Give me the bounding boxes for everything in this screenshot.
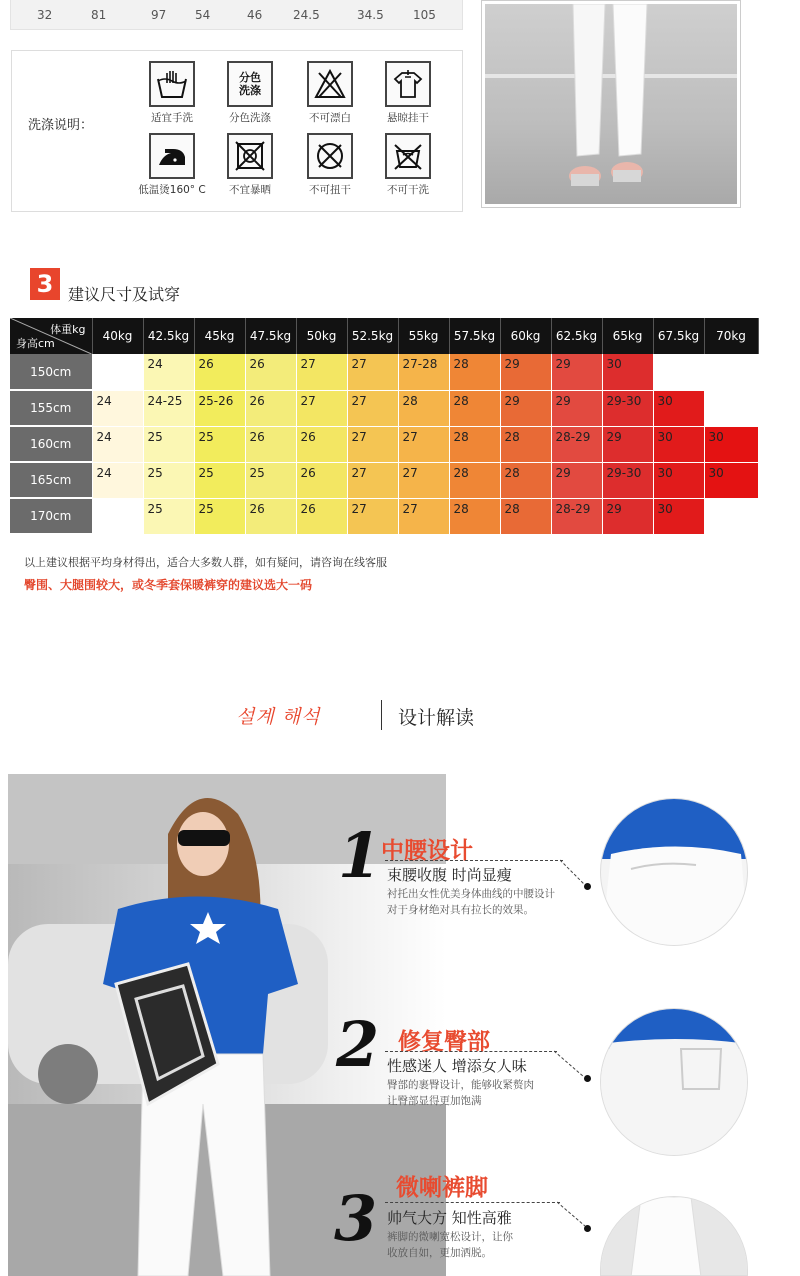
spec-value: 24.5 [293,8,320,22]
size-cell: 25 [143,462,194,498]
wash-item [290,133,370,197]
product-photo-legs [481,0,741,208]
size-cell: 26 [245,426,296,462]
detail-circle-waist [600,798,748,946]
size-cell: 30 [704,462,758,498]
wash-title: 洗涤说明： [28,118,94,133]
size-cell: 25 [194,462,245,498]
weight-header: 60kg [500,318,551,354]
feature-title: 微喇裤脚 [396,1175,488,1201]
size-cell: 28 [500,498,551,534]
height-label: 165cm [10,462,92,498]
weight-header: 62.5kg [551,318,602,354]
size-cell: 24 [92,462,143,498]
wash-instructions [11,50,463,212]
wash-label: 不可干洗 [387,184,429,196]
weight-header: 45kg [194,318,245,354]
wash-label: 不宜暴晒 [229,184,271,196]
size-cell: 28 [449,390,500,426]
feature-subtitle: 束腰收腹 时尚显瘦 [387,866,512,884]
size-cell: 24 [92,426,143,462]
corner-height-label: 身高cm [16,337,55,350]
size-cell: 25 [194,498,245,534]
wash-item [368,133,448,197]
hang-dry-icon [385,61,431,107]
size-table-row [10,390,758,426]
size-cell: 25-26 [194,390,245,426]
size-cell: 26 [296,462,347,498]
weight-header: 40kg [92,318,143,354]
size-cell: 27 [398,426,449,462]
size-cell: 28 [500,426,551,462]
size-cell: 27 [398,462,449,498]
size-table-row [10,426,758,462]
weight-header: 70kg [704,318,758,354]
size-cell: 27 [296,390,347,426]
size-cell: 27 [347,498,398,534]
corner-weight-label: 体重kg [50,323,86,336]
feature-dot [584,883,591,890]
size-cell: 27 [398,498,449,534]
feature-number: 3 [334,1182,378,1255]
feature-title: 中腰设计 [381,838,473,864]
size-cell: 28 [449,462,500,498]
size-cell: 29 [602,498,653,534]
feature-dot [584,1225,591,1232]
size-cell [92,498,143,534]
low-iron-icon [149,133,195,179]
no-bleach-icon [307,61,353,107]
size-cell: 30 [653,498,704,534]
wash-label: 悬晾挂干 [387,112,429,124]
size-cell: 27 [347,462,398,498]
spec-value: 105 [413,8,436,22]
section-number-badge: 3 [30,268,60,300]
hand-wash-icon [149,61,195,107]
spec-values-row [10,0,463,30]
size-cell: 24-25 [143,390,194,426]
size-cell [653,354,704,390]
size-cell: 25 [245,462,296,498]
size-cell: 28 [449,426,500,462]
feature-subtitle: 帅气大方 知性高雅 [387,1209,512,1227]
feature-divider [385,1051,557,1052]
weight-header: 55kg [398,318,449,354]
weight-header: 52.5kg [347,318,398,354]
size-cell [704,390,758,426]
size-cell: 29 [500,390,551,426]
feature-desc-line: 臀部的裹臀设计，能够收紧赘肉 [387,1079,534,1091]
size-cell: 27-28 [398,354,449,390]
size-cell: 28 [449,354,500,390]
size-cell: 29-30 [602,462,653,498]
size-table-body [10,354,758,534]
detail-circle-hip [600,1008,748,1156]
size-cell: 28 [398,390,449,426]
feature-description [387,1229,513,1261]
feature-desc-line: 衬托出女性优美身体曲线的中腰设计 [387,888,555,900]
design-title-divider [381,700,382,730]
no-wring-icon [307,133,353,179]
feature-title: 修复臀部 [398,1029,490,1055]
size-cell [704,354,758,390]
size-warning: 臀围、大腿围较大，或冬季套保暖裤穿的建议选大一码 [24,578,313,592]
size-cell: 29 [551,390,602,426]
size-cell: 30 [653,462,704,498]
size-cell: 30 [653,390,704,426]
size-cell: 25 [143,426,194,462]
feature-desc-line: 收放自如，更加洒脱。 [387,1247,492,1259]
size-cell: 28 [500,462,551,498]
size-cell: 28-29 [551,426,602,462]
size-cell: 30 [602,354,653,390]
weight-header: 50kg [296,318,347,354]
wash-label: 低温烫160° C [138,184,206,196]
wash-item [132,61,212,125]
weight-header: 57.5kg [449,318,500,354]
size-cell: 24 [143,354,194,390]
weight-header: 65kg [602,318,653,354]
feature-divider [385,1202,560,1203]
wash-item [290,61,370,125]
feature-number: 1 [338,819,382,892]
wash-label: 不可漂白 [309,112,351,124]
height-label: 150cm [10,354,92,390]
feature-description [387,1077,534,1109]
size-cell [92,354,143,390]
size-cell: 24 [92,390,143,426]
wash-item [210,133,290,197]
design-title: 设计解读 [398,707,475,729]
table-corner-cell [10,318,92,354]
size-cell: 26 [245,354,296,390]
size-cell: 29 [500,354,551,390]
spec-value: 34.5 [357,8,384,22]
spec-value: 97 [151,8,167,22]
size-table-row [10,498,758,534]
wash-item [210,61,290,125]
height-label: 170cm [10,498,92,534]
spec-value: 54 [195,8,211,22]
no-dry-clean-icon [385,133,431,179]
feature-subtitle: 性感迷人 增添女人味 [387,1057,527,1075]
wash-label: 适宜手洗 [151,112,193,124]
size-cell: 26 [194,354,245,390]
weight-header: 67.5kg [653,318,704,354]
size-cell: 28-29 [551,498,602,534]
size-cell: 30 [704,426,758,462]
size-cell: 27 [296,354,347,390]
separate-wash-icon-text: 分色 洗涤 [239,71,261,97]
feature-desc-line: 让臀部显得更加饱满 [387,1095,482,1107]
size-cell: 29 [551,354,602,390]
size-cell: 25 [194,426,245,462]
wash-label: 不可扭干 [309,184,351,196]
weight-header: 42.5kg [143,318,194,354]
feature-dot [584,1075,591,1082]
size-table-row [10,354,758,390]
height-label: 160cm [10,426,92,462]
size-cell: 26 [296,498,347,534]
size-cell: 25 [143,498,194,534]
size-table-header [10,318,758,354]
size-cell: 26 [245,498,296,534]
size-cell: 29 [602,426,653,462]
size-chart-table [10,318,759,535]
feature-description [387,886,555,918]
height-label: 155cm [10,390,92,426]
size-note: 以上建议根据平均身材得出，适合大多数人群，如有疑问，请咨询在线客服 [24,556,387,569]
size-cell: 26 [245,390,296,426]
detail-circle-hem [600,1196,748,1276]
weight-header: 47.5kg [245,318,296,354]
size-cell: 30 [653,426,704,462]
section-title: 建议尺寸及试穿 [68,285,181,304]
feature-desc-line: 对于身材绝对具有拉长的效果。 [387,904,534,916]
size-cell: 28 [449,498,500,534]
separate-wash-icon [227,61,273,107]
design-title-korean: 설계 해석 [236,706,321,728]
feature-divider [385,860,563,861]
size-cell: 26 [296,426,347,462]
no-sun-dry-icon [227,133,273,179]
size-cell: 27 [347,426,398,462]
feature-desc-line: 裤脚的微喇宽松设计，让你 [387,1231,513,1243]
feature-number: 2 [336,1008,380,1081]
size-table-row [10,462,758,498]
size-cell: 29-30 [602,390,653,426]
size-cell: 27 [347,354,398,390]
spec-value: 32 [37,8,53,22]
size-cell: 27 [347,390,398,426]
wash-item [368,61,448,125]
feature-pointer [554,1049,588,1083]
size-cell [704,498,758,534]
size-cell: 29 [551,462,602,498]
spec-value: 81 [91,8,107,22]
wash-item [132,133,212,197]
wash-label: 分色洗涤 [229,112,271,124]
spec-value: 46 [247,8,263,22]
